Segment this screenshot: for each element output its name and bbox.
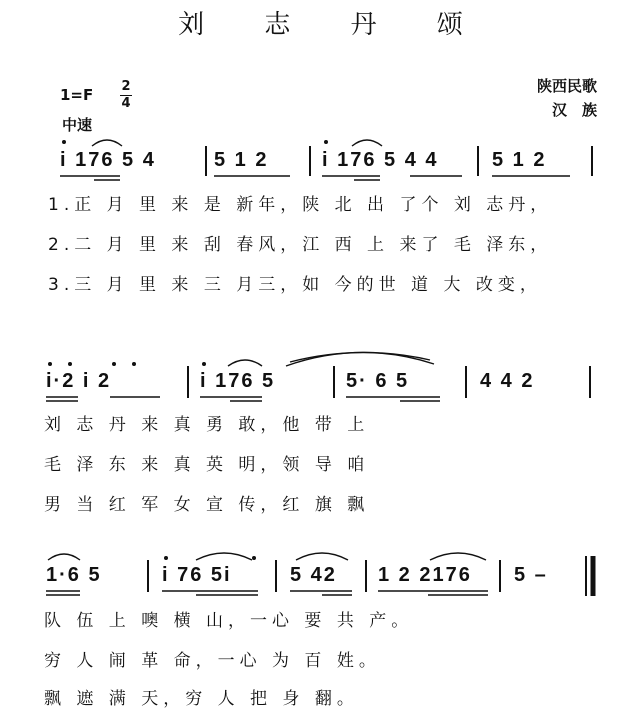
slur [430,553,486,560]
lyric-line: 队 伍 上 噢 横 山，一心 要 共 产。 [44,611,414,631]
octave-dot [62,140,66,144]
octave-dot [48,362,52,366]
lyric-line: 1.正 月 里 来 是 新年，陕 北 出 了个 刘 志丹， [48,195,553,215]
octave-dot [68,362,72,366]
song-title: 刘 志 丹 颂 [178,10,489,40]
lyric-line: 3.三 月 里 来 三 月三，如 今的世 道 大 改变， [48,275,542,295]
octave-dot [252,556,256,560]
lyric-line: 穷 人 闹 革 命，一心 为 百 姓。 [44,651,381,671]
measure: 5· 6 5 [346,370,410,392]
octave-dot [324,140,328,144]
time-signature-top: 2 [121,79,131,94]
tie [286,352,434,366]
slur [228,360,262,366]
measure: i 176 5 4 4 [322,149,439,171]
key-signature: 1=F [60,86,94,104]
measure: i 176 5 4 [60,149,156,171]
octave-dot [132,362,136,366]
lyric-line: 2.二 月 里 来 刮 春风，江 西 上 来了 毛 泽东， [48,235,553,255]
tempo-marking: 中速 [62,116,93,134]
measure: 1 2 2176 [378,564,472,586]
slur [92,140,122,146]
measure: i 176 5 [200,370,276,392]
measure: i·2 i 2 [46,370,112,392]
octave-dot [112,362,116,366]
time-signature-bottom: 4 [121,96,131,111]
measure: 5 – [514,564,548,586]
slur [48,554,80,560]
lyric-line: 刘 志 丹 来 真 勇 敢，他 带 上 [44,415,370,435]
origin-region: 陕西民歌 [536,77,597,95]
measure: i 76 5i [162,564,232,586]
origin-ethnicity: 汉 族 [551,101,597,119]
slur [296,553,348,560]
slur [352,140,382,146]
octave-dot [202,362,206,366]
lyric-line: 男 当 红 军 女 宣 传，红 旗 飘 [44,495,370,515]
measure: 5 1 2 [214,149,269,171]
measure: 1·6 5 [46,564,102,586]
measure: 5 42 [290,564,337,586]
measure: 5 1 2 [492,149,547,171]
slur [196,553,252,560]
measure: 4 4 2 [480,370,535,392]
octave-dot [164,556,168,560]
lyric-line: 飘 遮 满 天，穷 人 把 身 翻。 [44,689,359,709]
lyric-line: 毛 泽 东 来 真 英 明，领 导 咱 [44,455,370,475]
